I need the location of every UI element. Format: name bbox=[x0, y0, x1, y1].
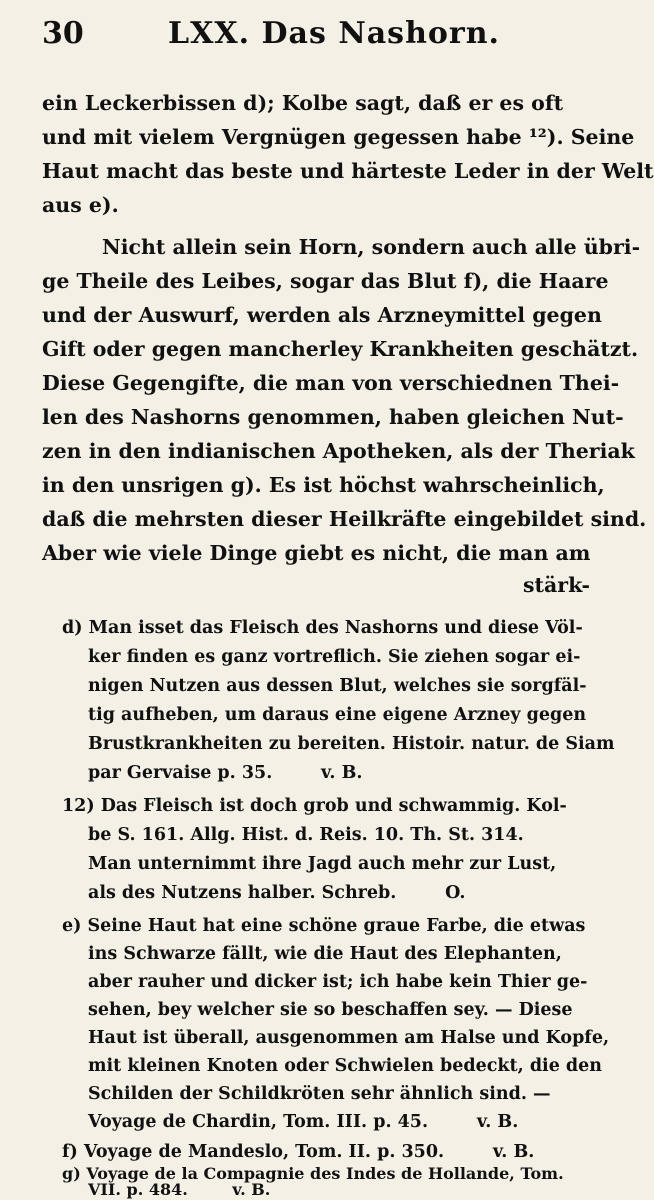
footnote-d-line: Brustkrankheiten zu bereiten. Histoir. natur. de Siam bbox=[88, 734, 615, 754]
page-header bbox=[0, 8, 607, 58]
body-line: Diese Gegengifte, die man von verschiednen Thei- bbox=[42, 371, 620, 395]
body-line: daß die mehrsten dieser Heilkräfte eingebildet sind. bbox=[42, 507, 647, 531]
body-line: Aber wie viele Dinge giebt es nicht, die man am bbox=[42, 541, 591, 565]
catchword: stärk- bbox=[523, 573, 590, 597]
body-line: ge Theile des Leibes, sogar das Blut f), die Haare bbox=[42, 269, 609, 293]
footnote-g-line: VII. p. 484. v. B. bbox=[88, 1180, 271, 1199]
footnote-d-line: ker finden es ganz vortreflich. Sie ziehen sogar ei- bbox=[88, 647, 581, 667]
footnote-e-line: sehen, bey welcher sie so beschaffen sey. — Diese bbox=[88, 1000, 573, 1020]
footnote-d-line: d) Man isset das Fleisch des Nashorns und diese Völ- bbox=[62, 618, 583, 638]
body-line: und der Auswurf, werden als Arzneymittel gegen bbox=[42, 303, 602, 327]
body-line: len des Nashorns genommen, haben gleichen Nut- bbox=[42, 405, 624, 429]
paragraph-first-line: Nicht allein sein Horn, sondern auch alle übri- bbox=[102, 235, 641, 259]
footnote-e-line: mit kleinen Knoten oder Schwielen bedeckt, die den bbox=[88, 1056, 603, 1076]
footnote-e-line: Voyage de Chardin, Tom. III. p. 45. v. B. bbox=[88, 1112, 519, 1132]
body-line: ein Leckerbissen d); Kolbe sagt, daß er es oft bbox=[42, 91, 564, 115]
footnote-d-line: tig aufheben, um daraus eine eigene Arzney gegen bbox=[88, 705, 587, 725]
footnote-12-line: als des Nutzens halber. Schreb. O. bbox=[88, 883, 466, 903]
body-line: Gift oder gegen mancherley Krankheiten geschätzt. bbox=[42, 337, 639, 361]
footnote-12-line: Man unternimmt ihre Jagd auch mehr zur Lust, bbox=[88, 854, 557, 874]
running-title: LXX. Das Nashorn. bbox=[168, 16, 500, 51]
body-line: in den unsrigen g). Es ist höchst wahrscheinlich, bbox=[42, 473, 605, 497]
footnote-e-line: aber rauher und dicker ist; ich habe kein Thier ge- bbox=[88, 972, 588, 992]
footnote-12-line: be S. 161. Allg. Hist. d. Reis. 10. Th. St. 314. bbox=[88, 825, 524, 845]
footnote-e-line: e) Seine Haut hat eine schöne graue Farbe, die etwas bbox=[62, 916, 586, 936]
footnote-g-line: g) Voyage de la Compagnie des Indes de Hollande, Tom. bbox=[62, 1164, 564, 1183]
footnote-12-line: 12) Das Fleisch ist doch grob und schwammig. Kol- bbox=[62, 796, 567, 816]
footnote-e-line: Schilden der Schildkröten sehr ähnlich sind. — bbox=[88, 1084, 551, 1104]
footnote-e-line: ins Schwarze fällt, wie die Haut des Elephanten, bbox=[88, 944, 562, 964]
body-line: und mit vielem Vergnügen gegessen habe ¹²). Seine bbox=[42, 125, 635, 149]
body-line: aus e). bbox=[42, 193, 119, 217]
footnote-e-line: Haut ist überall, ausgenommen am Halse und Kopfe, bbox=[88, 1028, 610, 1048]
body-line: zen in den indianischen Apotheken, als der Theriak bbox=[42, 439, 635, 463]
footnote-f-line: f) Voyage de Mandeslo, Tom. II. p. 350. v. B. bbox=[62, 1142, 535, 1162]
page-number: 30 bbox=[42, 16, 84, 51]
footnote-d-line: nigen Nutzen aus dessen Blut, welches sie sorgfäl- bbox=[88, 676, 587, 696]
body-line: Haut macht das beste und härteste Leder in der Welt bbox=[42, 159, 654, 183]
footnote-d-line: par Gervaise p. 35. v. B. bbox=[88, 763, 363, 783]
